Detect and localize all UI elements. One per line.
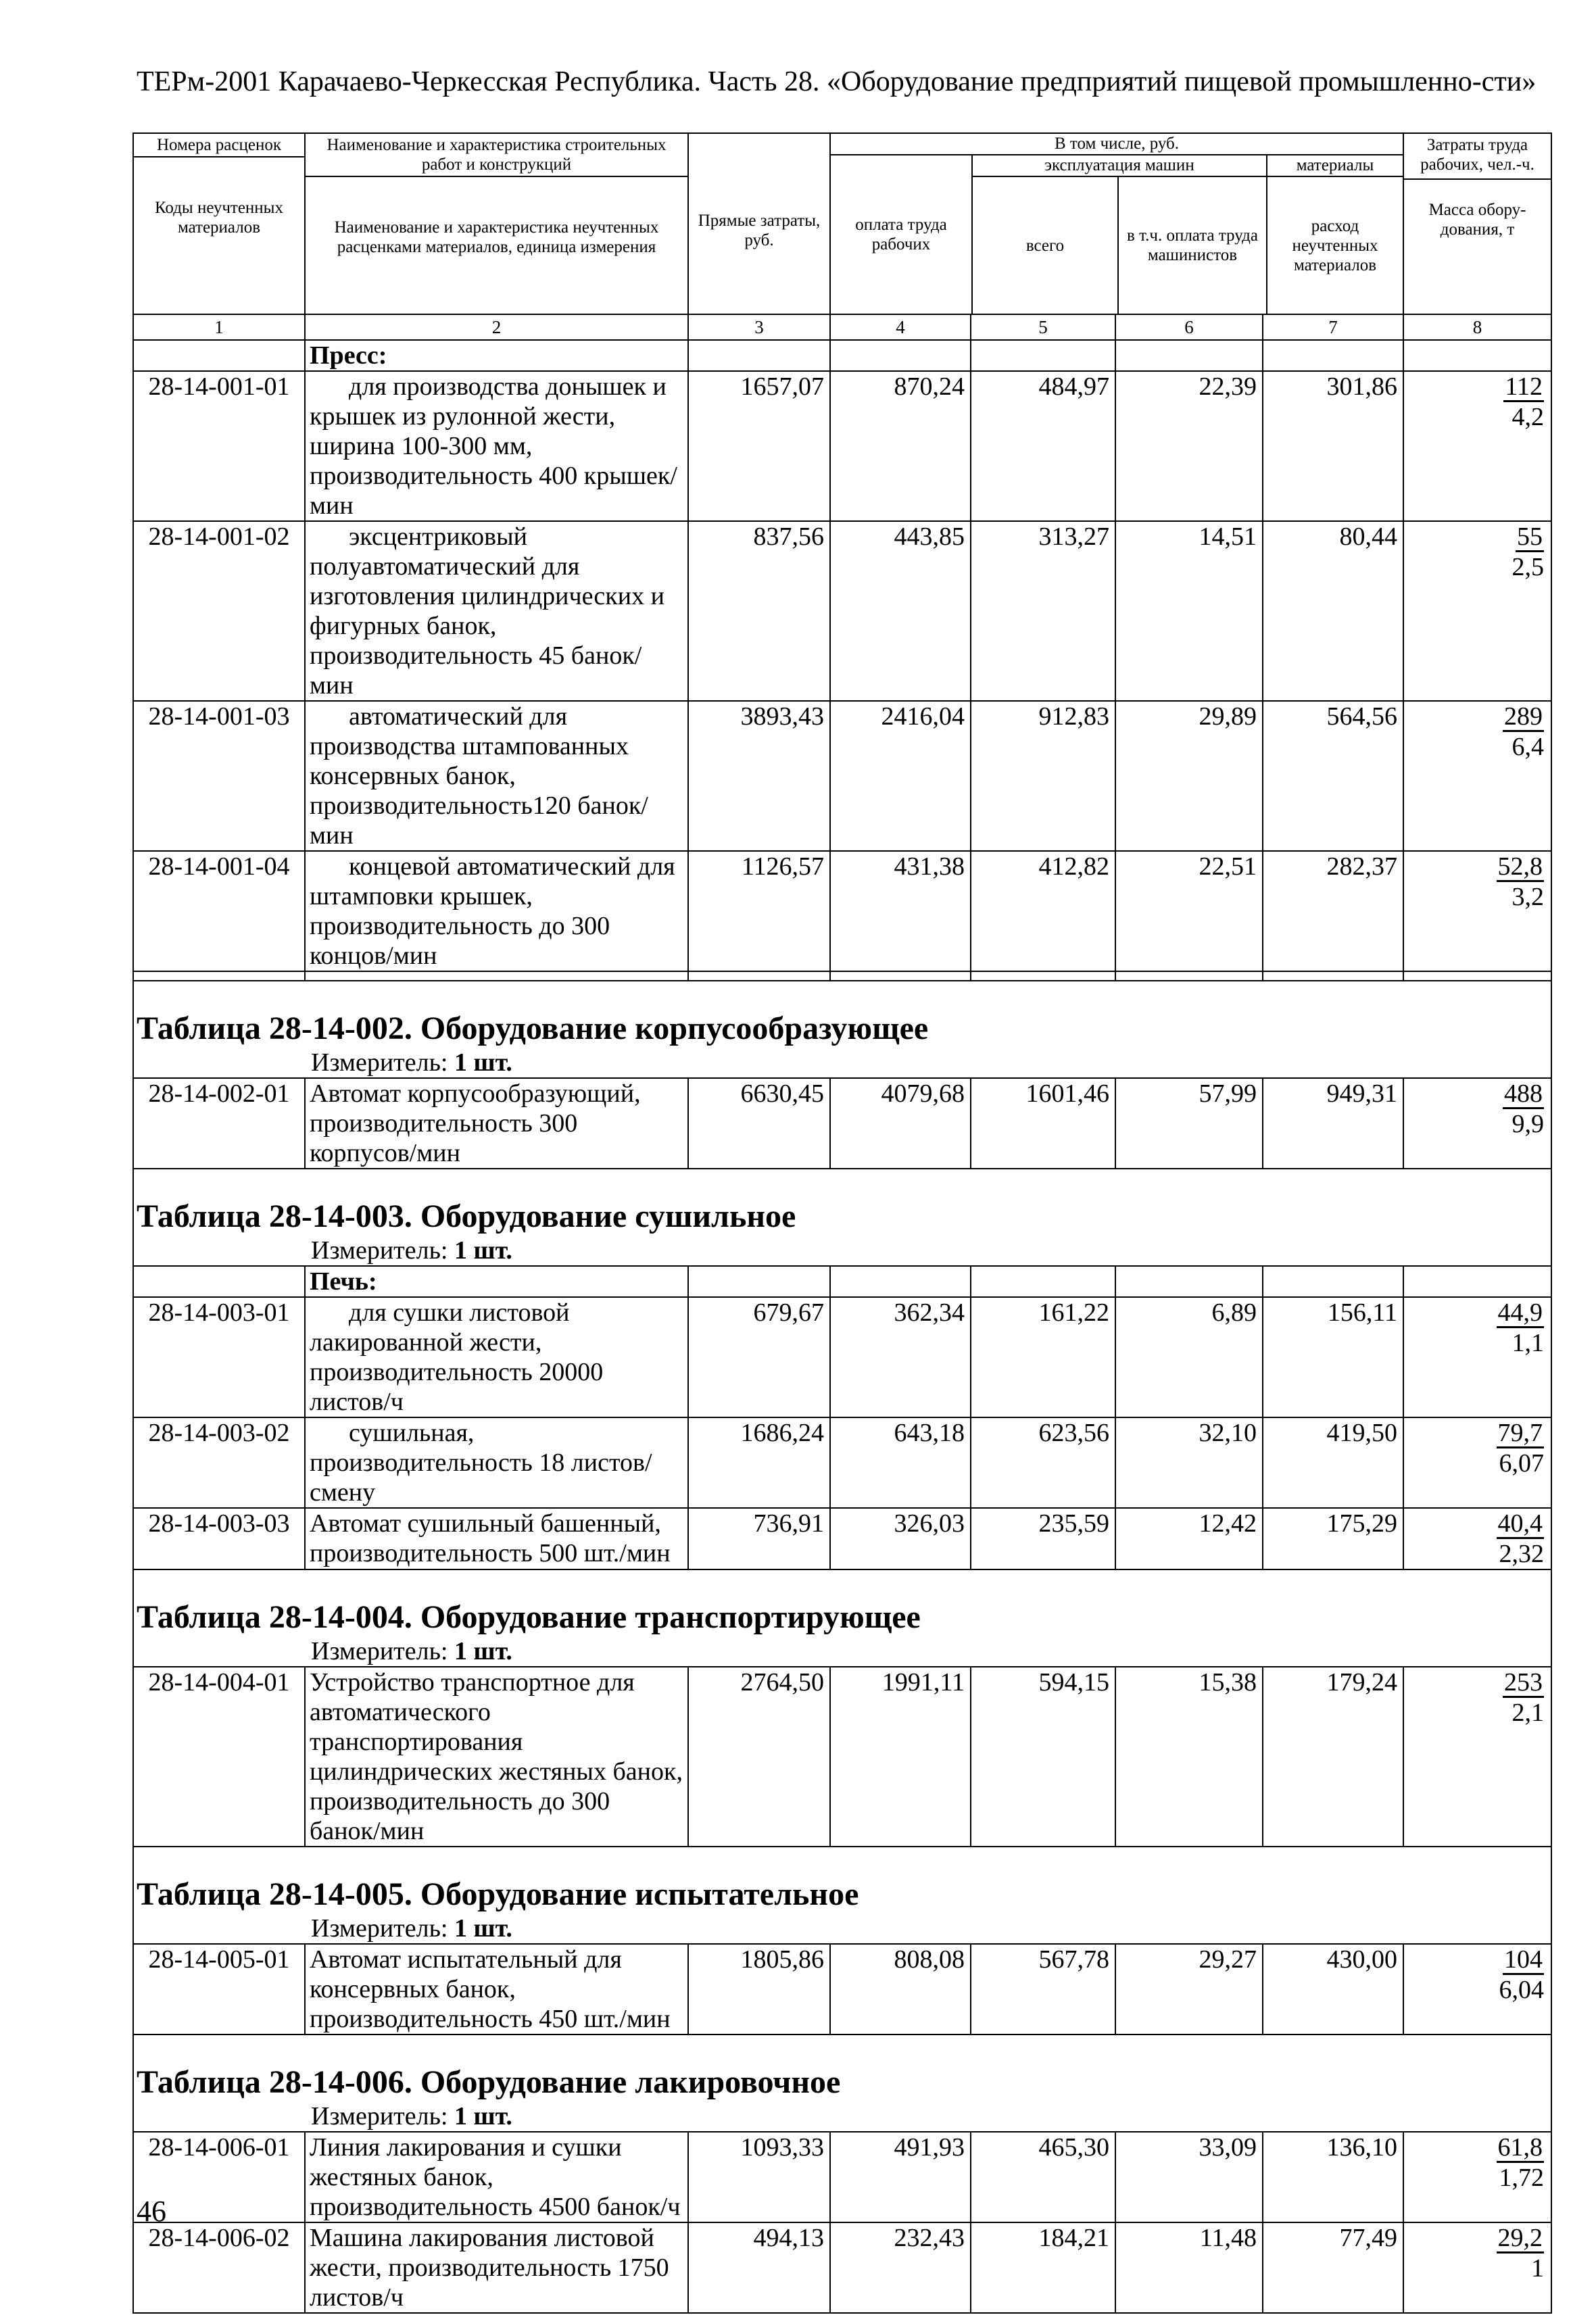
column-numbers-row — [133, 314, 1551, 340]
empty-cell — [133, 1266, 305, 1297]
labor-mass-cell — [1403, 1297, 1551, 1417]
unit-line — [134, 1914, 1551, 1943]
rate-code: 28-14-004-01 — [133, 1667, 305, 1847]
equipment-mass: 2,1 — [1512, 1699, 1545, 1727]
table-row — [133, 521, 1551, 701]
table-row — [133, 1667, 1551, 1847]
col2-header — [305, 133, 688, 314]
value-materials: 282,37 — [1263, 851, 1403, 971]
labor-hours — [1404, 372, 1544, 402]
labor-hours — [1404, 2223, 1544, 2253]
rate-name: эксцентриковый полуавтоматический для изготовления цилиндрических и фигурных банок, производительность 45 банок/мин — [305, 521, 688, 701]
section-cell — [133, 1169, 1551, 1266]
labor-hours — [1404, 702, 1544, 732]
table-row — [133, 371, 1551, 521]
rate-name: для производства донышек и крышек из рулонной жести, ширина 100-300 мм, производительность 400 крышек/мин — [305, 371, 688, 521]
col-num: 1 — [133, 314, 305, 340]
table-row — [133, 701, 1551, 851]
labor-hours-value: 79,7 — [1497, 1419, 1543, 1447]
value-direct: 1686,24 — [688, 1417, 830, 1508]
rate-code: 28-14-002-01 — [133, 1078, 305, 1169]
rate-name: для сушки листовой лакированной жести, производительность 20000 листов/ч — [305, 1297, 688, 1417]
rate-name: автоматический для производства штампованных консервных банок, производительность120 банок/мин — [305, 701, 688, 851]
value-mach-total: 912,83 — [971, 701, 1115, 851]
labor-mass-cell — [1403, 521, 1551, 701]
value-direct: 1805,86 — [688, 1944, 830, 2034]
empty-cell — [1263, 340, 1403, 371]
table-row — [133, 1297, 1551, 1417]
value-materials: 136,10 — [1263, 2132, 1403, 2222]
value-direct: 494,13 — [688, 2222, 830, 2313]
labor-mass-cell — [1403, 1667, 1551, 1847]
value-materials: 77,49 — [1263, 2222, 1403, 2313]
labor-hours — [1404, 522, 1544, 552]
equipment-mass: 3,2 — [1512, 883, 1545, 911]
table-row — [133, 1078, 1551, 1169]
labor-hours-value: 289 — [1504, 702, 1543, 731]
labor-hours — [1404, 2133, 1544, 2163]
incl-label: В том числе, руб. — [831, 134, 1403, 155]
table-title: Таблица 28-14-004. Оборудование транспортирующее — [137, 1599, 921, 1635]
section-row — [133, 1847, 1551, 1944]
value-mach-pay: 57,99 — [1115, 1078, 1263, 1169]
labor-hours-value: 55 — [1517, 522, 1543, 551]
rate-name: Устройство транспортное для автоматического транспортирования цилиндрических жестяных банок, производительность до 300 банок/мин — [305, 1667, 688, 1847]
table-title: Таблица 28-14-002. Оборудование корпусообразующее — [137, 1010, 929, 1046]
labor-hours-value: 44,9 — [1497, 1298, 1543, 1327]
rate-code: 28-14-003-02 — [133, 1417, 305, 1508]
value-materials: 430,00 — [1263, 1944, 1403, 2034]
empty-cell — [1403, 340, 1551, 371]
labor-hours-value: 52,8 — [1497, 852, 1543, 881]
spacer-row — [133, 971, 1551, 981]
value-direct: 837,56 — [688, 521, 830, 701]
rate-name: концевой автоматический для штамповки крышек, производительность до 300 концов/мин — [305, 851, 688, 971]
rate-name: Линия лакирования и сушки жестяных банок, производительность 4500 банок/ч — [305, 2132, 688, 2222]
rate-name: Автомат испытательный для консервных банок, производительность 450 шт./мин — [305, 1944, 688, 2034]
equipment-mass: 4,2 — [1512, 403, 1545, 431]
value-labor-pay: 362,34 — [830, 1297, 971, 1417]
group-label: Пресс: — [305, 340, 688, 371]
value-mach-pay: 15,38 — [1115, 1667, 1263, 1847]
col1-header-bottom: Коды неучтенных материалов — [155, 199, 283, 237]
value-labor-pay: 870,24 — [830, 371, 971, 521]
rate-code: 28-14-001-04 — [133, 851, 305, 971]
value-mach-pay: 12,42 — [1115, 1508, 1263, 1569]
table-row — [133, 1417, 1551, 1508]
value-labor-pay: 643,18 — [830, 1417, 971, 1508]
value-direct: 1657,07 — [688, 371, 830, 521]
value-materials: 156,11 — [1263, 1297, 1403, 1417]
labor-hours — [1404, 1418, 1544, 1448]
equipment-mass: 1 — [1531, 2254, 1545, 2283]
equipment-mass: 2,32 — [1499, 1540, 1545, 1568]
table-header-row — [133, 133, 1551, 314]
labor-mass-cell — [1403, 2132, 1551, 2222]
section-cell — [133, 2034, 1551, 2132]
value-materials: 419,50 — [1263, 1417, 1403, 1508]
section-cell — [133, 1847, 1551, 1944]
unit-value: 1 шт. — [454, 1637, 512, 1665]
labor-mass-cell — [1403, 1508, 1551, 1569]
value-direct: 3893,43 — [688, 701, 830, 851]
value-mach-total: 412,82 — [971, 851, 1115, 971]
col-num: 6 — [1115, 314, 1263, 340]
empty-cell — [971, 1266, 1115, 1297]
col5-header: всего — [973, 177, 1119, 314]
value-direct: 1126,57 — [688, 851, 830, 971]
section-row — [133, 1169, 1551, 1266]
value-mach-total: 567,78 — [971, 1944, 1115, 2034]
empty-cell — [1115, 971, 1263, 981]
rate-name: Машина лакирования листовой жести, производительность 1750 листов/ч — [305, 2222, 688, 2313]
labor-mass-cell — [1403, 701, 1551, 851]
rate-code: 28-14-005-01 — [133, 1944, 305, 2034]
value-labor-pay: 232,43 — [830, 2222, 971, 2313]
empty-cell — [1403, 1266, 1551, 1297]
value-materials: 80,44 — [1263, 521, 1403, 701]
rate-code: 28-14-003-03 — [133, 1508, 305, 1569]
empty-cell — [133, 971, 305, 981]
labor-hours-value: 29,2 — [1497, 2224, 1543, 2252]
table-row — [133, 2132, 1551, 2222]
table-title: Таблица 28-14-006. Оборудование лакировочное — [137, 2064, 841, 2100]
section-cell — [133, 981, 1551, 1078]
col1-header-top: Номера расценок — [134, 134, 304, 157]
value-direct: 1093,33 — [688, 2132, 830, 2222]
col-num: 8 — [1403, 314, 1551, 340]
table-row — [133, 1944, 1551, 2034]
rate-code: 28-14-001-02 — [133, 521, 305, 701]
empty-cell — [971, 971, 1115, 981]
value-labor-pay: 1991,11 — [830, 1667, 971, 1847]
value-mach-pay: 29,89 — [1115, 701, 1263, 851]
labor-hours — [1404, 1509, 1544, 1539]
unit-label: Измеритель: — [311, 1236, 448, 1265]
value-direct: 6630,45 — [688, 1078, 830, 1169]
value-mach-total: 161,22 — [971, 1297, 1115, 1417]
labor-mass-cell — [1403, 851, 1551, 971]
col6-header: в т.ч. оплата труда машинистов — [1127, 226, 1258, 264]
empty-cell — [1115, 340, 1263, 371]
page-number: 46 — [137, 2195, 166, 2228]
table-title: Таблица 28-14-005. Оборудование испытательное — [137, 1876, 859, 1912]
materials-label: материалы — [1267, 155, 1403, 177]
group-label: Печь: — [305, 1266, 688, 1297]
empty-cell — [1263, 971, 1403, 981]
col-num: 5 — [971, 314, 1115, 340]
labor-hours — [1404, 852, 1544, 882]
empty-cell — [971, 340, 1115, 371]
col-num: 4 — [830, 314, 971, 340]
value-mach-pay: 22,39 — [1115, 371, 1263, 521]
empty-cell — [830, 340, 971, 371]
empty-cell — [830, 971, 971, 981]
col2-header-top: Наименование и характеристика строительных работ и конструкций — [306, 134, 687, 177]
labor-hours — [1404, 1079, 1544, 1109]
labor-mass-cell — [1403, 1944, 1551, 2034]
unit-label: Измеритель: — [311, 1048, 448, 1077]
equipment-mass: 6,4 — [1512, 733, 1545, 761]
empty-cell — [688, 340, 830, 371]
labor-mass-cell — [1403, 2222, 1551, 2313]
unit-value: 1 шт. — [454, 2102, 512, 2130]
empty-cell — [133, 340, 305, 371]
unit-value: 1 шт. — [454, 1236, 512, 1265]
labor-hours-value: 488 — [1504, 1079, 1543, 1108]
labor-hours-value: 253 — [1504, 1668, 1543, 1697]
value-labor-pay: 491,93 — [830, 2132, 971, 2222]
value-materials: 949,31 — [1263, 1078, 1403, 1169]
table-row — [133, 851, 1551, 971]
value-mach-pay: 32,10 — [1115, 1417, 1263, 1508]
value-labor-pay: 443,85 — [830, 521, 971, 701]
equipment-mass: 6,07 — [1499, 1449, 1545, 1478]
value-materials: 175,29 — [1263, 1508, 1403, 1569]
rate-code: 28-14-003-01 — [133, 1297, 305, 1417]
equipment-mass: 1,1 — [1512, 1329, 1545, 1357]
rate-name: Автомат корпусообразующий, производительность 300 корпусов/мин — [305, 1078, 688, 1169]
col3-header: Прямые затраты, руб. — [688, 133, 830, 314]
labor-hours-value: 104 — [1504, 1945, 1543, 1974]
equipment-mass: 1,72 — [1499, 2164, 1545, 2192]
value-labor-pay: 4079,68 — [830, 1078, 971, 1169]
empty-cell — [688, 971, 830, 981]
value-mach-total: 184,21 — [971, 2222, 1115, 2313]
labor-hours-value: 61,8 — [1497, 2133, 1543, 2162]
section-row — [133, 1569, 1551, 1667]
equipment-mass: 6,04 — [1499, 1976, 1545, 2004]
value-mach-pay: 6,89 — [1115, 1297, 1263, 1417]
value-mach-total: 594,15 — [971, 1667, 1115, 1847]
value-mach-pay: 14,51 — [1115, 521, 1263, 701]
value-mach-total: 623,56 — [971, 1417, 1115, 1508]
equipment-mass: 9,9 — [1512, 1110, 1545, 1138]
table-title: Таблица 28-14-003. Оборудование сушильное — [137, 1198, 796, 1234]
section-row — [133, 981, 1551, 1078]
value-mach-pay: 22,51 — [1115, 851, 1263, 971]
rates-table — [132, 132, 1552, 2314]
section-row — [133, 2034, 1551, 2132]
empty-cell — [1403, 971, 1551, 981]
empty-cell — [305, 971, 688, 981]
value-materials: 564,56 — [1263, 701, 1403, 851]
equipment-mass: 2,5 — [1512, 553, 1545, 581]
labor-hours — [1404, 1945, 1544, 1975]
col8-header — [1403, 133, 1551, 314]
incl-header — [830, 133, 1403, 314]
rate-code: 28-14-001-03 — [133, 701, 305, 851]
unit-value: 1 шт. — [454, 1048, 512, 1077]
value-labor-pay: 431,38 — [830, 851, 971, 971]
value-materials: 179,24 — [1263, 1667, 1403, 1847]
col1-header — [133, 133, 305, 314]
col8-header-bottom: Масса обору-дования, т — [1428, 201, 1526, 239]
unit-line — [134, 1636, 1551, 1666]
group-row — [133, 340, 1551, 371]
labor-mass-cell — [1403, 1078, 1551, 1169]
unit-label: Измеритель: — [311, 1914, 448, 1943]
labor-mass-cell — [1403, 1417, 1551, 1508]
value-direct: 679,67 — [688, 1297, 830, 1417]
unit-label: Измеритель: — [311, 1637, 448, 1665]
rate-name: Автомат сушильный башенный, производительность 500 шт./мин — [305, 1508, 688, 1569]
rate-name: сушильная, производительность 18 листов/смену — [305, 1417, 688, 1508]
value-materials: 301,86 — [1263, 371, 1403, 521]
value-mach-total: 1601,46 — [971, 1078, 1115, 1169]
rate-code: 28-14-001-01 — [133, 371, 305, 521]
page-header: ТЕРм-2001 Карачаево-Черкесская Республика. Часть 28. «Оборудование предприятий пищевой промышленно-сти» — [137, 66, 1537, 97]
table-row — [133, 2222, 1551, 2313]
labor-hours-value: 40,4 — [1497, 1509, 1543, 1538]
col-num: 7 — [1263, 314, 1403, 340]
col7-header: расход неучтенных материалов — [1292, 216, 1378, 274]
value-mach-pay: 33,09 — [1115, 2132, 1263, 2222]
unit-label: Измеритель: — [311, 2102, 448, 2130]
value-mach-pay: 11,48 — [1115, 2222, 1263, 2313]
machines-label: эксплуатация машин — [973, 155, 1266, 177]
unit-value: 1 шт. — [454, 1914, 512, 1943]
empty-cell — [688, 1266, 830, 1297]
value-mach-total: 484,97 — [971, 371, 1115, 521]
value-mach-pay: 29,27 — [1115, 1944, 1263, 2034]
value-labor-pay: 808,08 — [830, 1944, 971, 2034]
table-row — [133, 1508, 1551, 1569]
labor-hours — [1404, 1298, 1544, 1328]
unit-line — [134, 1048, 1551, 1077]
value-direct: 2764,50 — [688, 1667, 830, 1847]
col8-header-top: Затраты труда рабочих, чел.-ч. — [1404, 134, 1551, 180]
labor-mass-cell — [1403, 371, 1551, 521]
value-mach-total: 465,30 — [971, 2132, 1115, 2222]
empty-cell — [1115, 1266, 1263, 1297]
unit-line — [134, 2101, 1551, 2131]
section-cell — [133, 1569, 1551, 1667]
rate-code: 28-14-006-02 — [133, 2222, 305, 2313]
empty-cell — [1263, 1266, 1403, 1297]
value-direct: 736,91 — [688, 1508, 830, 1569]
group-row — [133, 1266, 1551, 1297]
value-mach-total: 235,59 — [971, 1508, 1115, 1569]
labor-hours — [1404, 1667, 1544, 1698]
rate-code: 28-14-006-01 — [133, 2132, 305, 2222]
empty-cell — [830, 1266, 971, 1297]
value-labor-pay: 2416,04 — [830, 701, 971, 851]
unit-line — [134, 1236, 1551, 1265]
col4-header: оплата труда рабочих — [831, 155, 973, 314]
col-num: 3 — [688, 314, 830, 340]
value-labor-pay: 326,03 — [830, 1508, 971, 1569]
labor-hours-value: 112 — [1505, 372, 1543, 401]
col2-header-bottom: Наименование и характеристика неучтенных расценками материалов, единица измерения — [334, 218, 659, 256]
col-num: 2 — [305, 314, 688, 340]
value-mach-total: 313,27 — [971, 521, 1115, 701]
